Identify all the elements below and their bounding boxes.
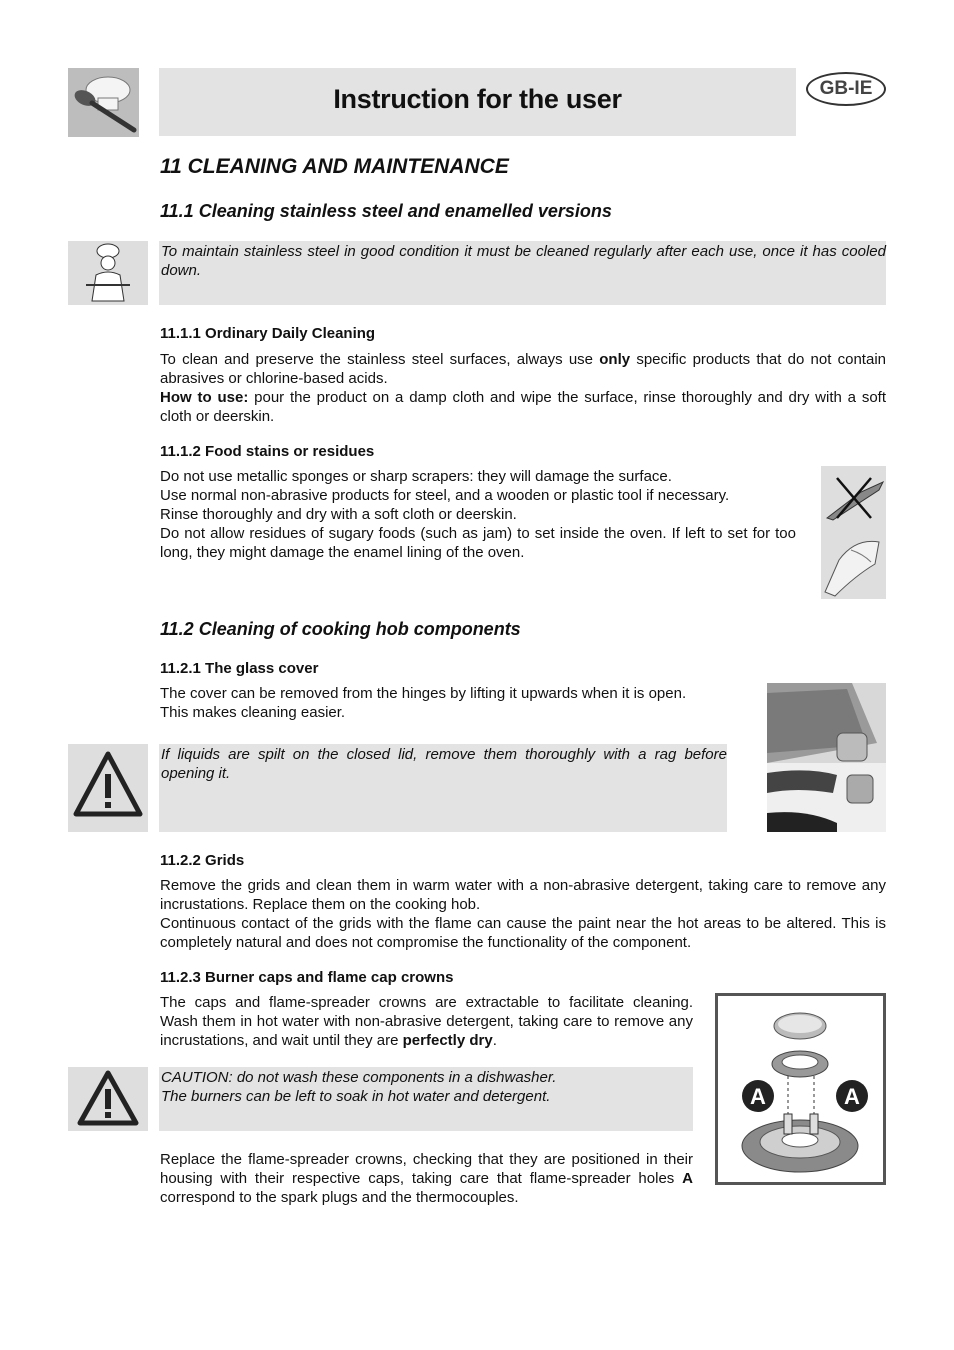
chef-icon [68,241,148,305]
page-title: Instruction for the user [333,84,622,114]
paragraph: The cover can be removed from the hinges by lifting it upwards when it is open. This makes cleaning easier. [160,685,687,721]
glass-cover-hinge-photo [767,683,886,832]
warning-triangle-icon [68,1067,148,1131]
paragraph: Remove the grids and clean them in warm water with a non-abrasive detergent, taking care to remove any incrustations. Replace them on the cooking hob. Continuous contact of the grids with the flame can cause the paint near the hot areas to be altered. This is completely natural and does not compromise the functionality of the component. [160,877,886,951]
paragraph: To clean and preserve the stainless steel surfaces, always use only specific products that do not contain abrasives or chlorine-based acids. How to use: pour the product on a damp cloth and wipe the surface, rinse thoroughly and dry with a soft cloth or deerskin. [160,351,886,425]
paragraph: Do not use metallic sponges or sharp scrapers: they will damage the surface. Use normal non-abrasive products for steel, and a wooden or plastic tool if necessary. Rinse thoroughly and dry with a soft cloth or deerskin. Do not allow residues of sugary foods (such as jam) to set inside the oven. If left to set for too long, they might damage the enamel lining of the oven. [160,468,796,561]
paragraph: The caps and flame-spreader crowns are extractable to facilitate cleaning. Wash them in hot water with non-abrasive detergent, taking care to remove any incrustations, and wait until they are perfectly dry. [160,994,693,1049]
sub-subsection-heading: 11.2.1 The glass cover [160,660,319,677]
sub-subsection-heading: 11.1.1 Ordinary Daily Cleaning [160,325,376,342]
sub-subsection-heading: 11.2.2 Grids [160,852,245,869]
warning-text: If liquids are spilt on the closed lid, remove them thoroughly with a rag before opening it. [161,746,727,782]
no-knife-cloth-icon [821,466,886,599]
burner-exploded-diagram [715,993,886,1185]
sub-subsection-heading: 11.1.2 Food stains or residues [160,443,375,460]
subsection-heading: 11.1 Cleaning stainless steel and enamelled versions [160,201,612,221]
paragraph: Replace the flame-spreader crowns, checking that they are positioned in their housing with their respective caps, taking care that flame-spreader holes A correspond to the spark plugs and the thermocouples. [160,1151,693,1206]
language-badge: GB-IE [806,72,886,106]
diagram-label-right: A [844,1084,860,1109]
chef-spoon-icon [68,68,139,137]
section-heading: 11 CLEANING AND MAINTENANCE [160,155,509,178]
diagram-label-left: A [750,1084,766,1109]
warning-triangle-icon [68,744,148,832]
sub-subsection-heading: 11.2.3 Burner caps and flame cap crowns [160,969,454,986]
caution-text: CAUTION: do not wash these components in a dishwasher. The burners can be left to soak in hot water and detergent. [161,1069,557,1105]
tip-text: To maintain stainless steel in good condition it must be cleaned regularly after each use, once it has cooled down. [161,243,886,279]
subsection-heading: 11.2 Cleaning of cooking hob components [160,619,521,639]
